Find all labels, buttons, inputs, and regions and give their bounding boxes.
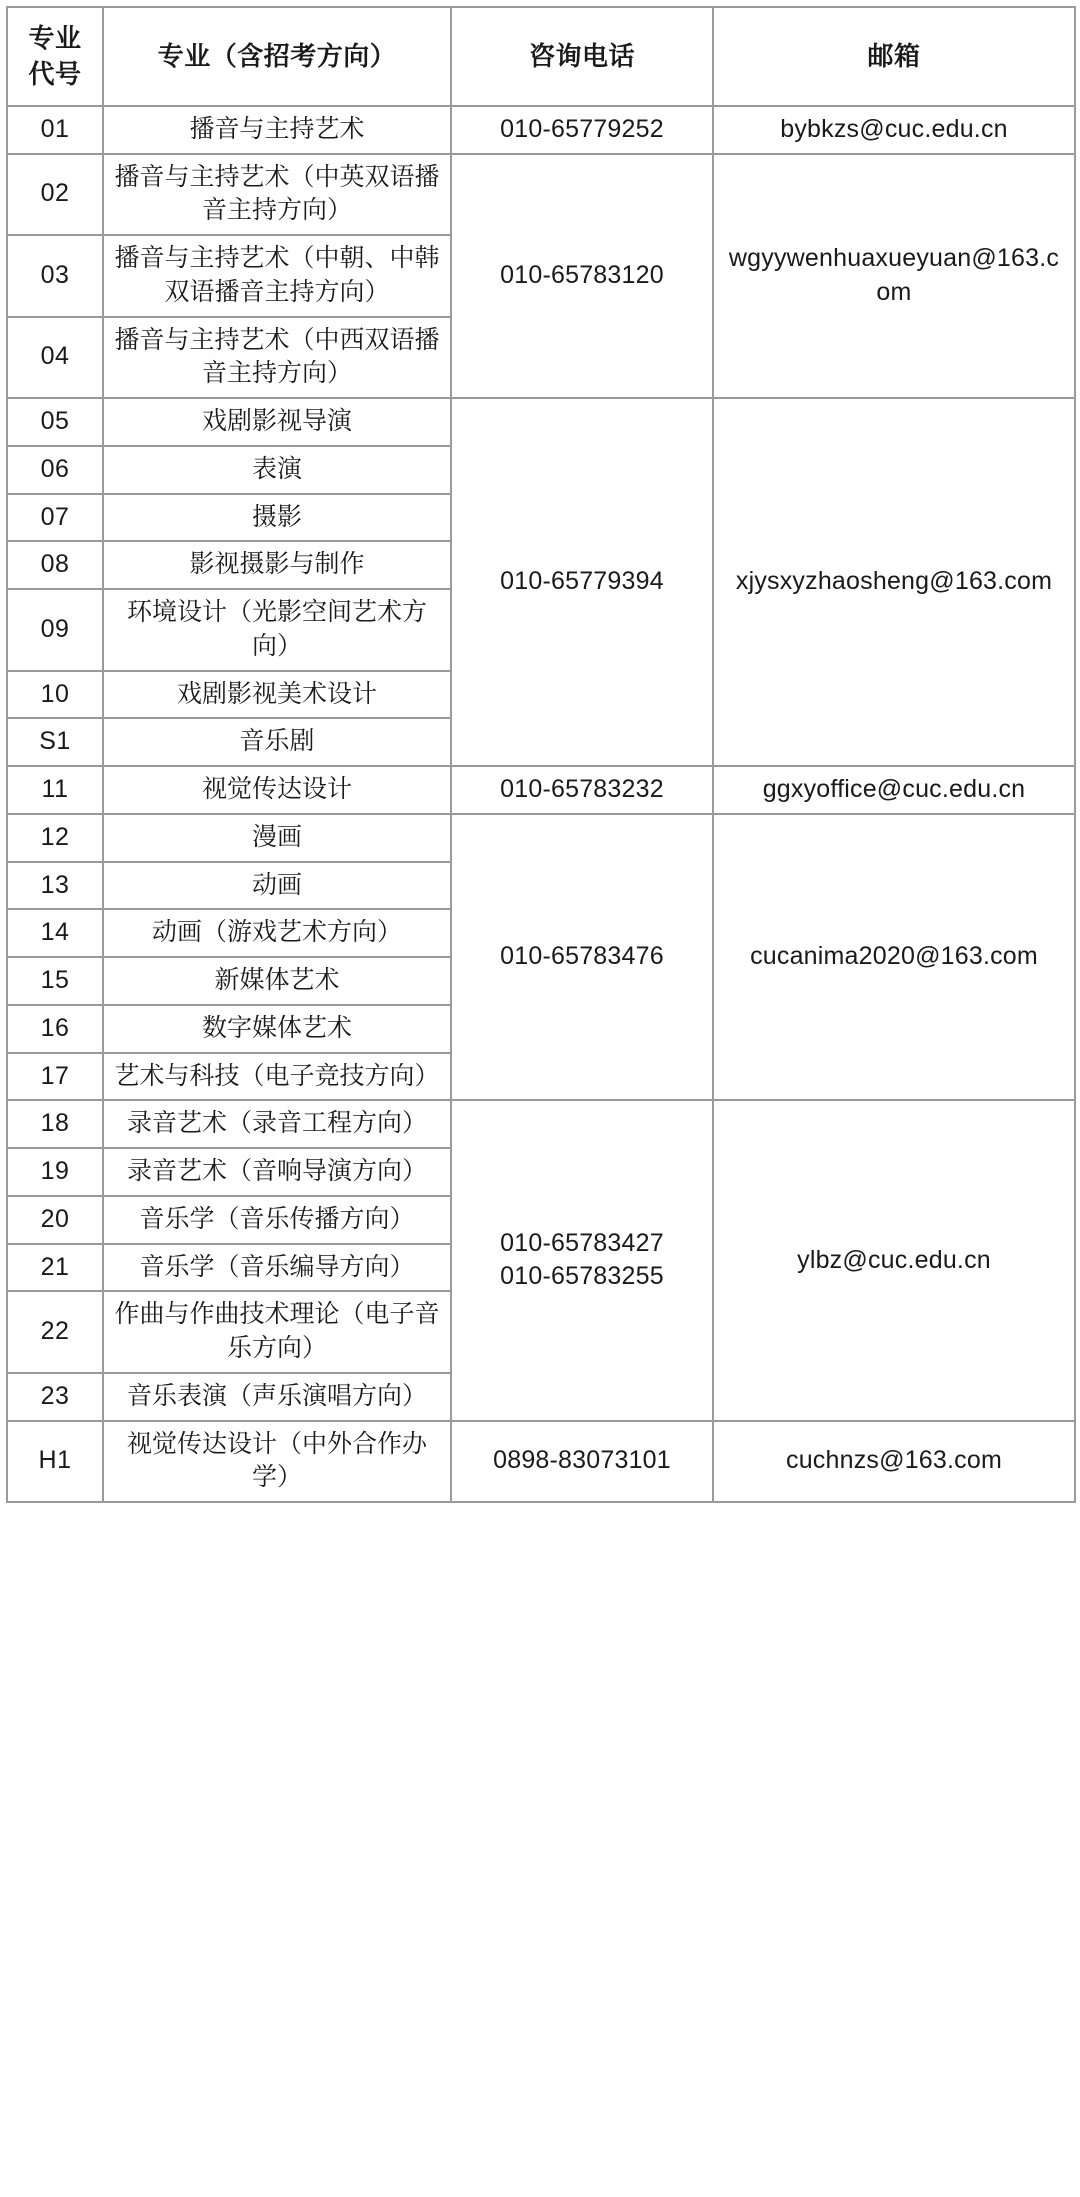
major-name: 录音艺术（音响导演方向） xyxy=(103,1148,451,1196)
major-name: 戏剧影视导演 xyxy=(103,398,451,446)
contact-phone: 010-65783232 xyxy=(451,766,713,814)
column-header-code-line1: 专业 xyxy=(28,23,82,53)
major-code: 23 xyxy=(7,1373,103,1421)
major-name: 播音与主持艺术（中朝、中韩双语播音主持方向） xyxy=(103,235,451,317)
major-name: 新媒体艺术 xyxy=(103,957,451,1005)
major-name: 影视摄影与制作 xyxy=(103,541,451,589)
major-name: 播音与主持艺术（中西双语播音主持方向） xyxy=(103,317,451,399)
contact-email: ggxyoffice@cuc.edu.cn xyxy=(713,766,1075,814)
contact-email: cucanima2020@163.com xyxy=(713,814,1075,1101)
table-row xyxy=(7,1100,1075,1148)
major-code: 20 xyxy=(7,1196,103,1244)
major-name: 视觉传达设计（中外合作办学） xyxy=(103,1421,451,1503)
major-code: 07 xyxy=(7,494,103,542)
major-code: 04 xyxy=(7,317,103,399)
major-code: H1 xyxy=(7,1421,103,1503)
contact-email: xjysxyzhaosheng@163.com xyxy=(713,398,1075,766)
major-code: 05 xyxy=(7,398,103,446)
table-body xyxy=(7,106,1075,1502)
contact-email: wgyywenhuaxueyuan@163.com xyxy=(713,154,1075,399)
major-name: 音乐学（音乐编导方向） xyxy=(103,1244,451,1292)
major-name: 环境设计（光影空间艺术方向） xyxy=(103,589,451,671)
major-code: 09 xyxy=(7,589,103,671)
contact-phone-line1: 010-65783427 xyxy=(500,1228,664,1257)
table-header-row xyxy=(7,7,1075,106)
major-name: 艺术与科技（电子竞技方向） xyxy=(103,1053,451,1101)
contact-phone: 010-65783120 xyxy=(451,154,713,399)
major-code: 16 xyxy=(7,1005,103,1053)
majors-contact-table xyxy=(6,6,1076,1503)
major-name: 播音与主持艺术（中英双语播音主持方向） xyxy=(103,154,451,236)
major-code: 03 xyxy=(7,235,103,317)
major-code: 11 xyxy=(7,766,103,814)
major-code: 22 xyxy=(7,1291,103,1373)
contact-phone-line2: 010-65783255 xyxy=(500,1262,664,1291)
contact-phone: 0898-83073101 xyxy=(451,1421,713,1503)
table-row xyxy=(7,1421,1075,1503)
major-name: 动画 xyxy=(103,862,451,910)
column-header-phone: 咨询电话 xyxy=(451,7,713,106)
major-code: S1 xyxy=(7,718,103,766)
contact-phone: 010-65779394 xyxy=(451,398,713,766)
major-code: 15 xyxy=(7,957,103,1005)
column-header-email: 邮箱 xyxy=(713,7,1075,106)
major-name: 视觉传达设计 xyxy=(103,766,451,814)
major-code: 21 xyxy=(7,1244,103,1292)
table-row xyxy=(7,766,1075,814)
major-code: 01 xyxy=(7,106,103,154)
table-row xyxy=(7,154,1075,236)
contact-email: bybkzs@cuc.edu.cn xyxy=(713,106,1075,154)
column-header-code xyxy=(7,7,103,106)
major-name: 播音与主持艺术 xyxy=(103,106,451,154)
table-header xyxy=(7,7,1075,106)
contact-phone: 010-65783476 xyxy=(451,814,713,1101)
contact-email: cuchnzs@163.com xyxy=(713,1421,1075,1503)
contact-phone xyxy=(451,1100,713,1420)
major-code: 06 xyxy=(7,446,103,494)
major-name: 作曲与作曲技术理论（电子音乐方向） xyxy=(103,1291,451,1373)
major-code: 12 xyxy=(7,814,103,862)
major-code: 13 xyxy=(7,862,103,910)
major-code: 08 xyxy=(7,541,103,589)
major-name: 音乐剧 xyxy=(103,718,451,766)
contact-email: ylbz@cuc.edu.cn xyxy=(713,1100,1075,1420)
table-row xyxy=(7,106,1075,154)
major-name: 戏剧影视美术设计 xyxy=(103,671,451,719)
major-code: 18 xyxy=(7,1100,103,1148)
major-code: 02 xyxy=(7,154,103,236)
major-name: 动画（游戏艺术方向） xyxy=(103,909,451,957)
major-name: 音乐学（音乐传播方向） xyxy=(103,1196,451,1244)
major-name: 表演 xyxy=(103,446,451,494)
table-row xyxy=(7,398,1075,446)
major-code: 14 xyxy=(7,909,103,957)
major-code: 17 xyxy=(7,1053,103,1101)
major-name: 音乐表演（声乐演唱方向） xyxy=(103,1373,451,1421)
major-code: 19 xyxy=(7,1148,103,1196)
major-name: 漫画 xyxy=(103,814,451,862)
contact-phone: 010-65779252 xyxy=(451,106,713,154)
major-code: 10 xyxy=(7,671,103,719)
table-row xyxy=(7,814,1075,862)
column-header-code-line2: 代号 xyxy=(28,59,82,90)
major-name: 数字媒体艺术 xyxy=(103,1005,451,1053)
major-name: 录音艺术（录音工程方向） xyxy=(103,1100,451,1148)
column-header-major: 专业（含招考方向） xyxy=(103,7,451,106)
major-name: 摄影 xyxy=(103,494,451,542)
